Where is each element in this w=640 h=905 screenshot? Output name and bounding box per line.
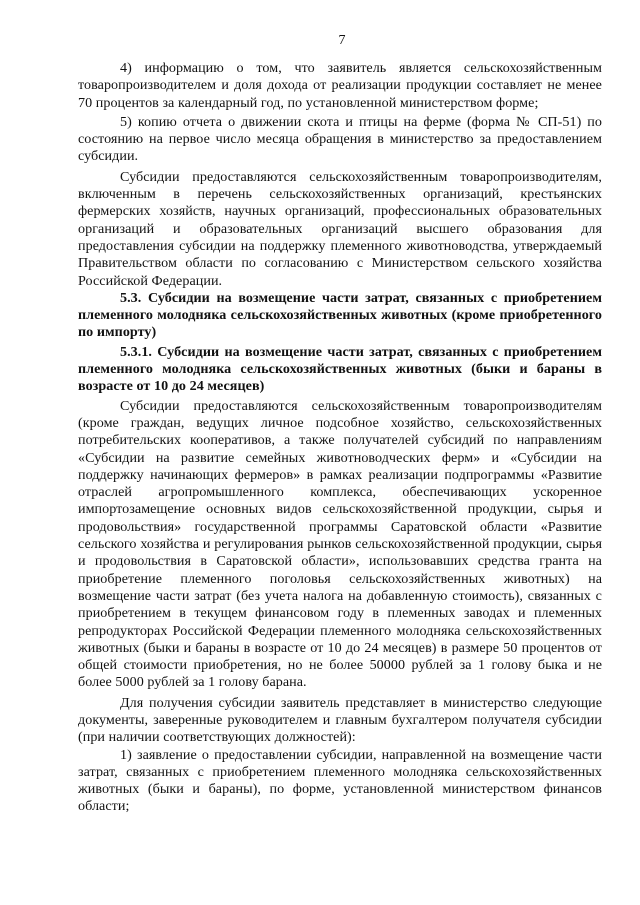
page-number: 7 bbox=[338, 33, 346, 48]
document-body bbox=[78, 60, 602, 816]
section-heading-5-3-1: 5.3.1. Субсидии на возмещение части затрат, связанных с приобретением племенного молодняка сельскохозяйственных животных (быки и бараны в возрасте от 10 до 24 месяцев) bbox=[78, 343, 602, 395]
paragraph-subsidies-conditions: Субсидии предоставляются сельскохозяйственным товаропроизводителям (кроме граждан, ведущих личное подсобное хозяйство, сельскохозяйственных потребительских кооперативов, а также получателей субсидий по направлениям «Субсидии на развитие семейных животноводческих ферм» и «Субсидии на поддержку начинающих фермеров» в рамках реализации подпрограммы «Развитие отраслей агропромышленного комплекса, обеспечивающих ускоренное импортозамещение основных видов сельскохозяйственной продукции, сырья и продовольствия» государственной программы Саратовской области «Развитие сельского хозяйства и регулирования рынков сельскохозяйственной продукции, сырья и продовольствия в Саратовской области», использовавших средства гранта на приобретение племенного поголовья сельскохозяйственных животных) на возмещение части затрат (без учета налога на добавленную стоимость), связанных с приобретением в текущем финансовом году в племенных заводах и племенных репродукторах Российской Федерации племенного молодняка сельскохозяйственных животных (быки и бараны в возрасте от 10 до 24 месяцев) в размере 50 процентов от общей стоимости приобретения, но не более 50000 рублей за 1 голову быка и не более 5000 рублей за 1 голову барана. bbox=[78, 397, 602, 691]
list-item-1: 1) заявление о предоставлении субсидии, направленной на возмещение части затрат, связанных с приобретением племенного молодняка сельскохозяйственных животных (быки и бараны), по форме, установленной министерством финансов области; bbox=[78, 746, 602, 815]
list-item-4: 4) информацию о том, что заявитель является сельскохозяйственным товаропроизводителем и доля дохода от реализации продукции составляет не менее 70 процентов за календарный год, по установленной министерством форме; bbox=[78, 60, 602, 111]
paragraph-subsidies-provided: Субсидии предоставляются сельскохозяйственным товаропроизводителям, включенным в перечень сельскохозяйственных организаций, крестьянских фермерских хозяйств, научных организаций, профессиональных образовательных организаций и образовательных организаций высшего образования для предоставления субсидии на поддержку племенного животноводства, утверждаемый Правительством области по согласованию с Министерством сельского хозяйства Российской Федерации. bbox=[78, 168, 602, 289]
paragraph-required-documents: Для получения субсидии заявитель представляет в министерство следующие документы, заверенные руководителем и главным бухгалтером получателя субсидии (при наличии соответствующих должностей): bbox=[78, 694, 602, 746]
list-item-5: 5) копию отчета о движении скота и птицы на ферме (форма № СП-51) по состоянию на первое число месяца обращения в министерство за предоставлением субсидии. bbox=[78, 113, 602, 165]
section-heading-5-3: 5.3. Субсидии на возмещение части затрат, связанных с приобретением племенного молодняка сельскохозяйственных животных (кроме приобретенного по импорту) bbox=[78, 289, 602, 341]
